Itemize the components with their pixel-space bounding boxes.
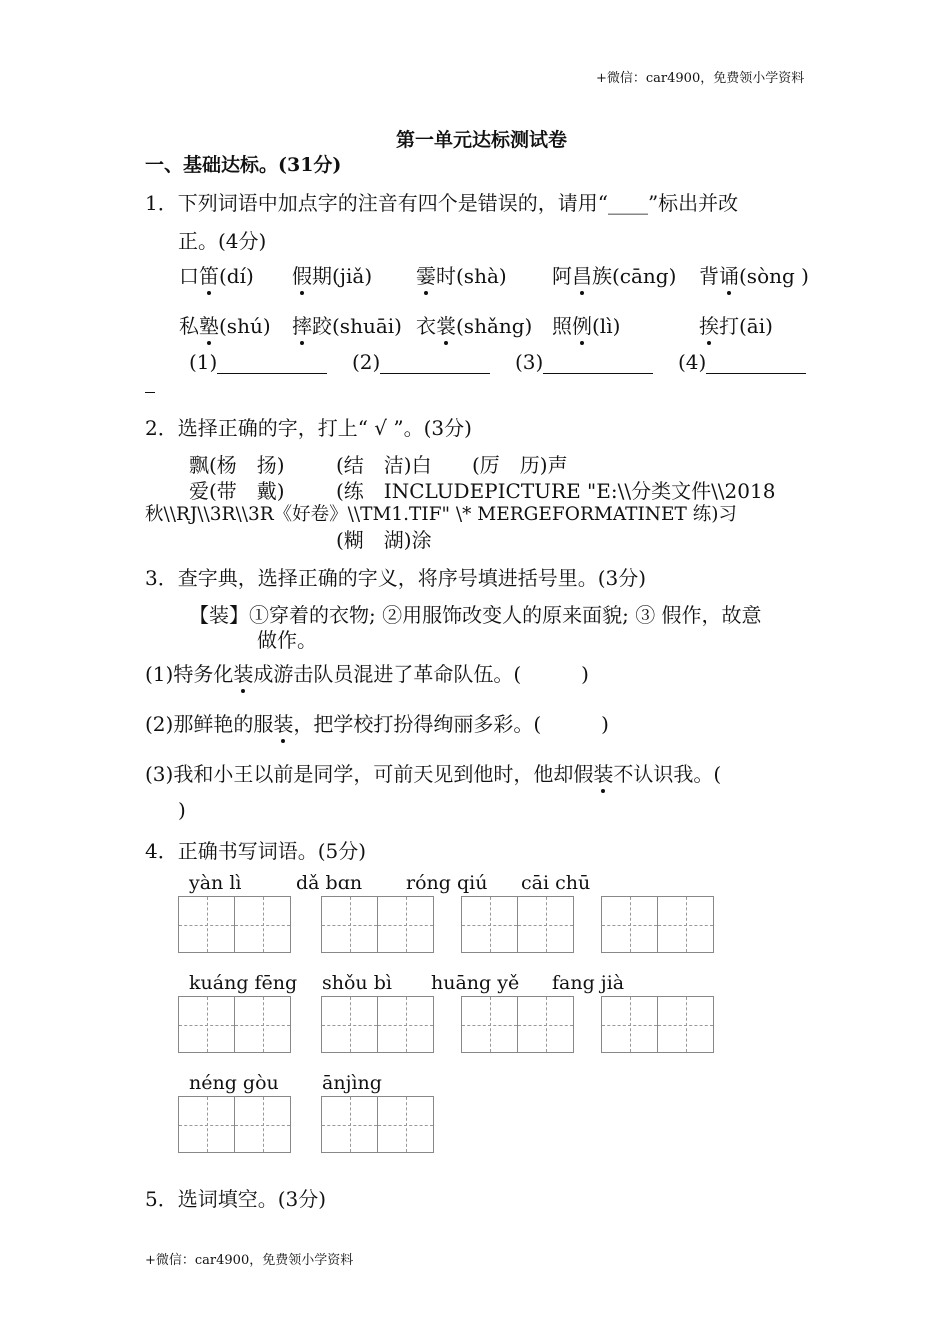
- q3-sentence-2: (2)那鲜艳的服装，把学校打扮得绚丽多彩。( ): [145, 708, 609, 737]
- footer-note: +微信：car4900，免费领小学资料: [145, 1253, 354, 1268]
- page-title: 第一单元达标测试卷: [396, 129, 568, 151]
- writing-grid[interactable]: [178, 896, 290, 953]
- q2-item: 飘(杨 扬): [189, 453, 285, 477]
- answer-blank-2[interactable]: (2): [352, 350, 490, 374]
- pinyin-label: róng qiú: [406, 872, 488, 894]
- header-note: +微信：car4900，免费领小学资料: [596, 71, 805, 86]
- pinyin-label: shǒu bì: [322, 972, 392, 994]
- writing-grid[interactable]: [601, 896, 713, 953]
- pinyin-label: néng gòu: [189, 1072, 279, 1094]
- writing-grid[interactable]: [178, 1096, 290, 1153]
- q3-sentence-3: (3)我和小王以前是同学，可前天见到他时，他却假装不认识我。(: [145, 758, 721, 787]
- q2-item: (练 INCLUDEPICTURE "E:\\分类文件\\2018: [336, 479, 776, 503]
- q4-stem: 4．正确书写词语。(5分): [145, 839, 367, 863]
- q2-stem: 2．选择正确的字，打上“ √ ”。(3分): [145, 416, 472, 440]
- q1-word: 阿昌族(cāng): [552, 260, 676, 289]
- q1-word: 私塾(shú): [179, 310, 271, 339]
- q1-word: 照例(lì): [552, 310, 620, 339]
- q1-word: 口笛(dí): [179, 260, 254, 289]
- q1-word: 衣裳(shǎng): [416, 310, 532, 339]
- q2-item: (厉 历)声: [472, 453, 568, 477]
- q2-item: 爱(带 戴): [189, 479, 285, 503]
- q2-item: 秋\\RJ\\3R\\3R《好卷》\\TM1.TIF" \* MERGEFORMATINET 练)习: [145, 504, 737, 525]
- writing-grid[interactable]: [321, 996, 433, 1053]
- pinyin-label: kuáng fēng: [189, 972, 298, 994]
- writing-grid[interactable]: [461, 996, 573, 1053]
- blank-overflow-line: [145, 392, 155, 393]
- q1-word: 假期(jiǎ): [292, 260, 372, 289]
- q1-word: 霎时(shà): [416, 260, 507, 289]
- answer-blank-1[interactable]: (1): [189, 350, 327, 374]
- writing-grid[interactable]: [601, 996, 713, 1053]
- writing-grid[interactable]: [461, 896, 573, 953]
- pinyin-label: cāi chū: [521, 872, 591, 894]
- answer-blank-3[interactable]: (3): [515, 350, 653, 374]
- pinyin-label: yàn lì: [189, 872, 242, 894]
- q3-definition-cont: 做作。: [257, 628, 317, 652]
- q3-definition: 【装】①穿着的衣物; ②用服饰改变人的原来面貌; ③ 假作，故意: [189, 603, 762, 627]
- q5-stem: 5．选词填空。(3分): [145, 1187, 327, 1211]
- q1-stem-cont: 正。(4分): [178, 229, 267, 253]
- q2-item: (结 洁)白: [336, 453, 432, 477]
- q3-stem: 3．查字典，选择正确的字义，将序号填进括号里。(3分): [145, 566, 647, 590]
- answer-blank-4[interactable]: (4): [678, 350, 806, 374]
- pinyin-label: fang jià: [552, 972, 625, 994]
- q1-word: 摔跤(shuāi): [292, 310, 402, 339]
- pinyin-label: dǎ bɑn: [296, 872, 363, 894]
- pinyin-label: ānjìng: [322, 1072, 382, 1094]
- q3-sentence-3-close: ): [178, 798, 186, 822]
- section-heading: 一、基础达标。(31分): [145, 154, 342, 176]
- writing-grid[interactable]: [178, 996, 290, 1053]
- q1-word: 挨打(āi): [699, 310, 773, 339]
- q2-item: (糊 湖)涂: [336, 528, 432, 552]
- q1-stem: 1．下列词语中加点字的注音有四个是错误的，请用“____”标出并改: [145, 191, 739, 215]
- q1-word: 背诵(sòng ): [699, 260, 809, 289]
- writing-grid[interactable]: [321, 896, 433, 953]
- q3-sentence-1: (1)特务化装成游击队员混进了革命队伍。( ): [145, 658, 589, 687]
- writing-grid[interactable]: [321, 1096, 433, 1153]
- pinyin-label: huāng yě: [431, 972, 520, 994]
